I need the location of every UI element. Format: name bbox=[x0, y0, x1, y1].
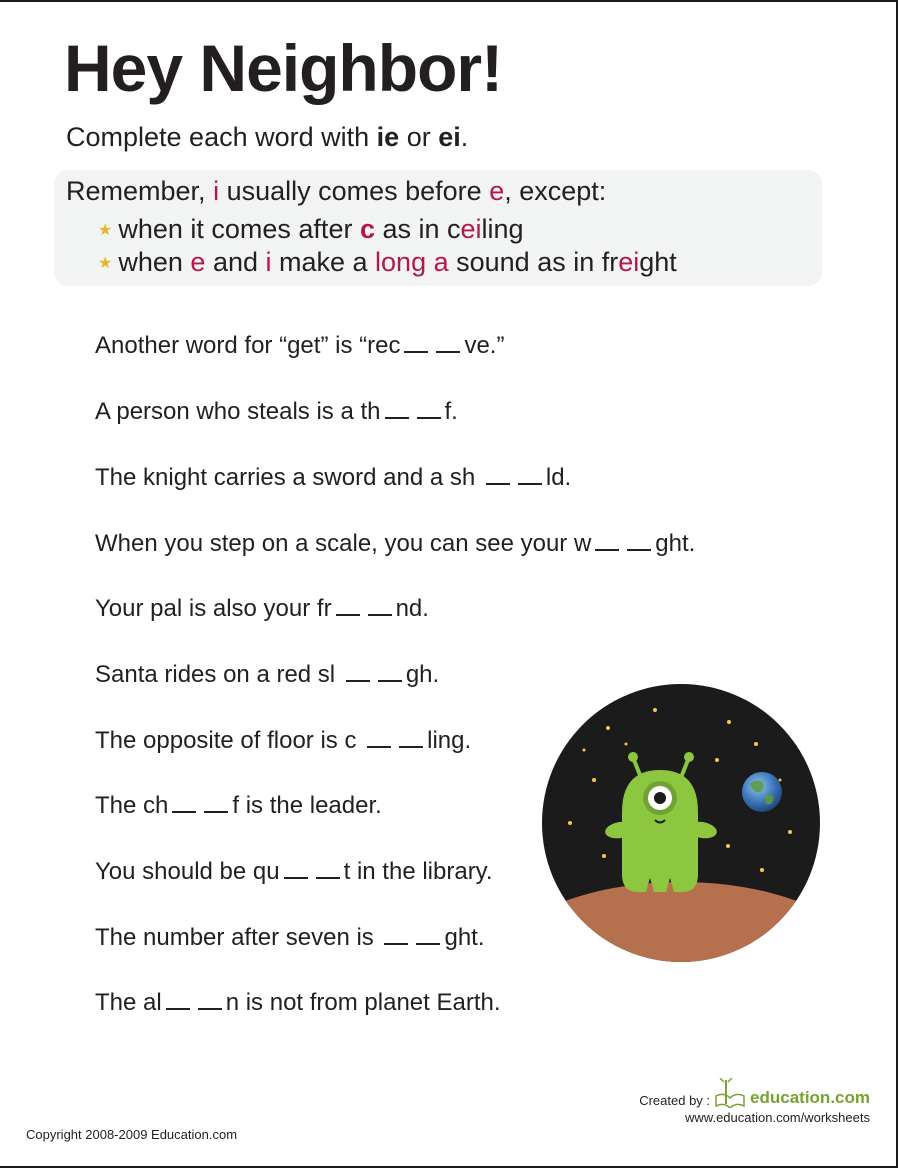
created-by-label: Created by : bbox=[639, 1093, 711, 1108]
question-text: Santa rides on a red sl bbox=[95, 661, 342, 688]
question-1 bbox=[95, 332, 504, 360]
answer-blank[interactable] bbox=[416, 925, 440, 945]
question-text: When you step on a scale, you can see your w bbox=[95, 530, 592, 557]
rule2-d: sound as in fr bbox=[448, 247, 619, 277]
education-brand[interactable]: education.com bbox=[750, 1088, 870, 1107]
rule2-f: ght bbox=[639, 247, 677, 277]
rule2-b: and bbox=[205, 247, 266, 277]
education-logo-icon bbox=[714, 1078, 746, 1108]
answer-blank[interactable] bbox=[378, 662, 402, 682]
answer-blank[interactable] bbox=[518, 465, 542, 485]
answer-blank[interactable] bbox=[166, 990, 190, 1010]
rule-heading bbox=[66, 176, 606, 207]
answer-blank[interactable] bbox=[384, 925, 408, 945]
rule2-long-a: long a bbox=[375, 247, 449, 277]
question-text: The al bbox=[95, 989, 162, 1016]
instructions bbox=[66, 122, 468, 153]
created-by-row bbox=[639, 1078, 870, 1108]
question-text: The knight carries a sword and a sh bbox=[95, 464, 482, 491]
instructions-mid: or bbox=[399, 122, 439, 152]
rule2-i: i bbox=[265, 247, 272, 277]
answer-blank[interactable] bbox=[399, 728, 423, 748]
answer-blank[interactable] bbox=[436, 333, 460, 353]
question-text: t in the library. bbox=[343, 858, 493, 885]
rule2-c: make a bbox=[271, 247, 376, 277]
answer-blank[interactable] bbox=[627, 531, 651, 551]
rule2-ei: ei bbox=[618, 247, 640, 277]
question-9 bbox=[95, 858, 493, 886]
question-text: ght. bbox=[444, 924, 485, 951]
credits bbox=[639, 1078, 870, 1125]
question-text: gh. bbox=[405, 661, 440, 688]
question-text: ld. bbox=[545, 464, 572, 491]
star-bullet-icon: ★ bbox=[98, 255, 113, 272]
rule2-a: when bbox=[118, 247, 191, 277]
worksheet-title: Hey Neighbor! bbox=[64, 31, 503, 105]
answer-blank[interactable] bbox=[367, 728, 391, 748]
answer-blank[interactable] bbox=[172, 793, 196, 813]
question-11 bbox=[95, 989, 501, 1017]
option-ie: ie bbox=[376, 122, 400, 152]
question-6 bbox=[95, 661, 439, 689]
question-text: A person who steals is a th bbox=[95, 398, 381, 425]
rule-heading-a: Remember, bbox=[66, 176, 214, 206]
question-text: ling. bbox=[427, 727, 472, 754]
question-text: ve.” bbox=[464, 332, 505, 359]
answer-blank[interactable] bbox=[595, 531, 619, 551]
rule1-b: as in c bbox=[374, 214, 461, 244]
question-text: f. bbox=[444, 398, 458, 425]
instructions-prefix: Complete each word with bbox=[66, 122, 377, 152]
copyright-text: Copyright 2008-2009 Education.com bbox=[26, 1127, 238, 1142]
question-4 bbox=[95, 530, 695, 558]
answer-blank[interactable] bbox=[486, 465, 510, 485]
question-text: The opposite of floor is c bbox=[95, 727, 364, 754]
rule1-a: when it comes after bbox=[118, 214, 360, 244]
answer-blank[interactable] bbox=[368, 596, 392, 616]
question-10 bbox=[95, 924, 485, 952]
worksheets-url[interactable]: www.education.com/worksheets bbox=[685, 1110, 870, 1125]
rule-heading-i: i bbox=[213, 176, 220, 206]
answer-blank[interactable] bbox=[404, 333, 428, 353]
rule-exception-2 bbox=[98, 247, 677, 278]
question-text: The number after seven is bbox=[95, 924, 381, 951]
rule-exception-1 bbox=[98, 214, 524, 245]
question-text: Another word for “get” is “rec bbox=[95, 332, 401, 359]
rule-heading-b: usually comes before bbox=[219, 176, 490, 206]
instructions-suffix: . bbox=[460, 122, 469, 152]
question-text: Your pal is also your fr bbox=[95, 595, 332, 622]
earth-planet bbox=[742, 772, 782, 812]
rule1-d: ling bbox=[481, 214, 524, 244]
answer-blank[interactable] bbox=[284, 859, 308, 879]
question-text: You should be qu bbox=[95, 858, 280, 885]
rule-heading-c: , except: bbox=[504, 176, 607, 206]
star-bullet-icon: ★ bbox=[98, 222, 113, 239]
option-ei: ei bbox=[438, 122, 461, 152]
answer-blank[interactable] bbox=[198, 990, 222, 1010]
question-8 bbox=[95, 792, 382, 820]
answer-blank[interactable] bbox=[385, 399, 409, 419]
question-text: n is not from planet Earth. bbox=[225, 989, 501, 1016]
answer-blank[interactable] bbox=[346, 662, 370, 682]
question-text: The ch bbox=[95, 792, 169, 819]
question-2 bbox=[95, 398, 458, 426]
rule1-ei: ei bbox=[460, 214, 482, 244]
answer-blank[interactable] bbox=[336, 596, 360, 616]
question-5 bbox=[95, 595, 429, 623]
alien-illustration bbox=[542, 684, 820, 962]
question-3 bbox=[95, 464, 571, 492]
rule2-e: e bbox=[190, 247, 206, 277]
question-text: f is the leader. bbox=[232, 792, 382, 819]
answer-blank[interactable] bbox=[417, 399, 441, 419]
question-7 bbox=[95, 727, 471, 755]
rule-box bbox=[54, 170, 822, 286]
rule1-c: c bbox=[359, 214, 375, 244]
rule-heading-e: e bbox=[489, 176, 505, 206]
answer-blank[interactable] bbox=[316, 859, 340, 879]
question-text: nd. bbox=[395, 595, 429, 622]
question-text: ght. bbox=[655, 530, 696, 557]
answer-blank[interactable] bbox=[204, 793, 228, 813]
